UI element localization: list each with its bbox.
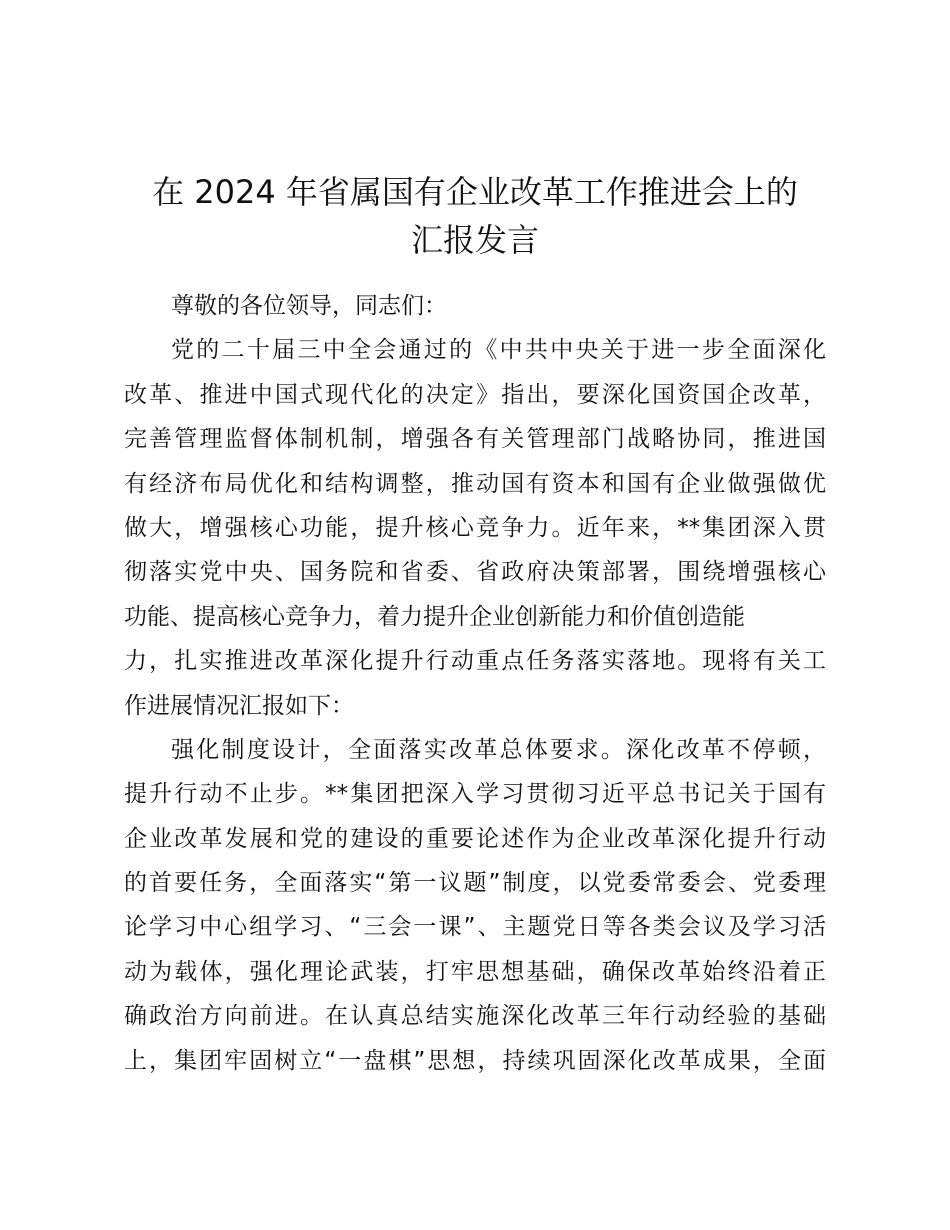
paragraph-line: 党的二十届三中全会通过的《中共中央关于进一步全面深化 [171,337,826,364]
paragraph-line: 彻落实党中央、国务院和省委、省政府决策部署，围绕增强核心 [124,559,826,586]
paragraph-line: 改革、推进中国式现代化的决定》指出，要深化国资国企改革， [124,381,826,408]
paragraph-line: 论学习中心组学习、“三会一课”、主题党日等各类会议及学习活 [124,914,826,941]
paragraph-line: 功能、提高核心竞争力，着力提升企业创新能力和价值创造能 [124,603,745,630]
paragraph-line: 确政治方向前进。在认真总结实施深化改革三年行动经验的基础 [124,1003,826,1030]
paragraph-line: 有经济布局优化和结构调整，推动国有资本和国有企业做强做优 [124,470,826,497]
paragraph-line: 力，扎实推进改革深化提升行动重点任务落实落地。现将有关工 [124,648,826,675]
title-line-2: 汇报发言 [410,221,539,259]
document-title [120,168,830,264]
paragraph-line: 完善管理监督体制机制，增强各有关管理部门战略协同，推进国 [124,426,826,453]
paragraph-line: 的首要任务，全面落实“第一议题”制度，以党委常委会、党委理 [124,870,826,897]
salutation: 尊敬的各位领导，同志们： [171,293,447,319]
paragraph-line: 上，集团牢固树立“一盘棋”思想，持续巩固深化改革成果，全面 [124,1047,826,1074]
paragraph-line: 提升行动不止步。**集团把深入学习贯彻习近平总书记关于国有 [124,781,826,808]
paragraph-line: 作进展情况汇报如下： [124,692,354,719]
paragraph-line: 强化制度设计，全面落实改革总体要求。深化改革不停顿， [171,736,826,763]
paragraph-line: 做大，增强核心功能，提升核心竞争力。近年来，**集团深入贯 [124,514,826,541]
paragraph-line: 企业改革发展和党的建设的重要论述作为企业改革深化提升行动 [124,825,826,852]
title-line-1: 在 2024 年省属国有企业改革工作推进会上的 [152,173,798,211]
paragraph-line: 动为载体，强化理论武装，打牢思想基础，确保改革始终沿着正 [124,958,826,985]
document-body [124,284,826,1083]
